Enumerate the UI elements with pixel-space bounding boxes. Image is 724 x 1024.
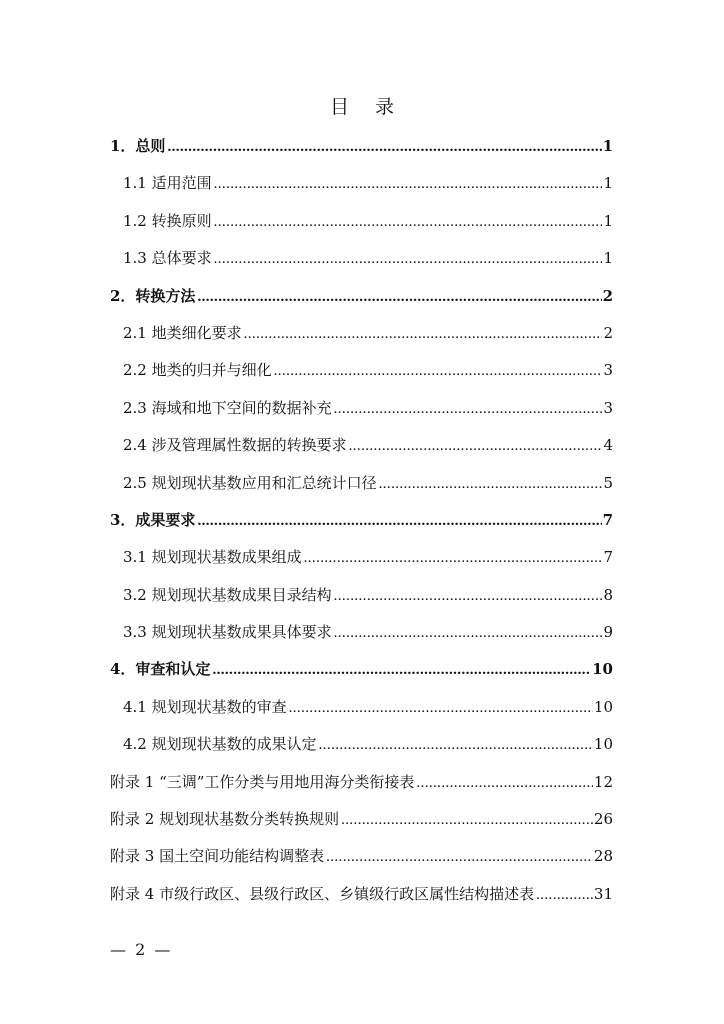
toc-entry-page-number: 2: [603, 323, 613, 342]
toc-entry-page-number: 1: [603, 249, 613, 268]
toc-dot-leader: [167, 129, 601, 166]
toc-entry-page-number: 7: [603, 548, 613, 567]
toc-entry[interactable]: [110, 726, 613, 763]
toc-entry[interactable]: [110, 427, 613, 464]
toc-entry-label: 3．成果要求: [110, 510, 196, 529]
toc-entry-page-number: 26: [593, 810, 613, 829]
toc-entry-label: 2.3 海域和地下空间的数据补充: [123, 398, 332, 417]
toc-entry-label: 4.1 规划现状基数的审查: [123, 697, 287, 716]
toc-dot-leader: [334, 615, 603, 652]
toc-dot-leader: [212, 652, 591, 689]
toc-entry-page-number: 8: [603, 585, 613, 604]
toc-dot-leader: [197, 279, 601, 316]
toc-entry-label: 2.5 规划现状基数应用和汇总统计口径: [123, 473, 377, 492]
toc-entry-page-number: 10: [593, 697, 613, 716]
page-number: — 2 —: [110, 940, 173, 959]
toc-entry-label: 3.2 规划现状基数成果目录结构: [123, 585, 332, 604]
toc-entry[interactable]: [110, 539, 613, 576]
toc-entry-label: 4．审查和认定: [110, 660, 211, 679]
toc-entry-label: 2.4 涉及管理属性数据的转换要求: [123, 436, 347, 455]
toc-entry[interactable]: [110, 352, 613, 389]
toc-entry[interactable]: [110, 838, 613, 875]
toc-entry-page-number: 2: [602, 286, 613, 305]
toc-entry-label: 2.1 地类细化要求: [123, 323, 242, 342]
toc-dot-leader: [416, 765, 592, 802]
toc-dot-leader: [197, 503, 601, 540]
toc-dot-leader: [319, 727, 593, 764]
toc-entry-label: 2．转换方法: [110, 286, 196, 305]
toc-entry-page-number: 7: [602, 510, 613, 529]
toc-entry[interactable]: [110, 240, 613, 277]
toc-entry[interactable]: [110, 315, 613, 352]
toc-entry[interactable]: [110, 278, 613, 315]
toc-entry-label: 附录 2 规划现状基数分类转换规则: [110, 810, 340, 829]
toc-entry-page-number: 31: [593, 884, 613, 903]
toc-dot-leader: [214, 166, 603, 203]
toc-entry[interactable]: [110, 390, 613, 427]
toc-entry-label: 2.2 地类的归并与细化: [123, 361, 272, 380]
toc-entry-page-number: 12: [593, 772, 613, 791]
toc-entry-label: 1.1 适用范围: [123, 174, 212, 193]
toc-entry[interactable]: [110, 203, 613, 240]
toc-entry-label: 1．总则: [110, 137, 166, 155]
toc-entry[interactable]: [110, 689, 613, 726]
toc-dot-leader: [326, 839, 593, 876]
toc-entry-label: 附录 4 市级行政区、县级行政区、乡镇级行政区属性结构描述表: [110, 884, 535, 903]
toc-entry-label: 附录 1 “三调”工作分类与用地用海分类衔接表: [110, 772, 415, 791]
toc-entry[interactable]: [110, 577, 613, 614]
toc-entry-label: 附录 3 国土空间功能结构调整表: [110, 847, 325, 866]
toc-entry-page-number: 3: [603, 398, 613, 417]
toc-entry-label: 3.3 规划现状基数成果具体要求: [123, 623, 332, 642]
toc-entry-page-number: 1: [602, 137, 613, 155]
toc-entry-page-number: 28: [593, 847, 613, 866]
toc-entry[interactable]: [110, 465, 613, 502]
toc-entry[interactable]: [110, 876, 613, 913]
toc-entry-page-number: 9: [603, 623, 613, 642]
toc-entry-page-number: 10: [593, 735, 613, 754]
toc-entry-page-number: 1: [603, 211, 613, 230]
toc-entry-page-number: 3: [603, 361, 613, 380]
toc-entry-label: 1.2 转换原则: [123, 211, 212, 230]
toc-entry[interactable]: [110, 128, 613, 165]
toc-dot-leader: [379, 466, 603, 503]
toc-entry-label: 3.1 规划现状基数成果组成: [123, 548, 302, 567]
toc-entry[interactable]: [110, 651, 613, 688]
toc-dot-leader: [244, 316, 603, 353]
toc-entry[interactable]: [110, 764, 613, 801]
toc-entry-page-number: 10: [592, 660, 613, 679]
toc-entry-page-number: 5: [603, 473, 613, 492]
toc-dot-leader: [214, 204, 603, 241]
toc-entry[interactable]: [110, 801, 613, 838]
toc-entry-label: 4.2 规划现状基数的成果认定: [123, 735, 317, 754]
toc-dot-leader: [304, 540, 603, 577]
toc-dot-leader: [341, 802, 593, 839]
toc-dot-leader: [274, 353, 603, 390]
toc-dot-leader: [334, 578, 603, 615]
toc-entry[interactable]: [110, 165, 613, 202]
toc-dot-leader: [289, 690, 593, 727]
toc-dot-leader: [349, 428, 603, 465]
toc-entry-page-number: 1: [603, 174, 613, 193]
toc-entry-page-number: 4: [603, 436, 613, 455]
toc-entry[interactable]: [110, 502, 613, 539]
toc-entry-label: 1.3 总体要求: [123, 249, 212, 268]
table-of-contents: [110, 128, 613, 913]
toc-dot-leader: [214, 241, 603, 278]
toc-entry[interactable]: [110, 614, 613, 651]
toc-dot-leader: [334, 391, 603, 428]
toc-dot-leader: [536, 877, 593, 914]
toc-title: 目 录: [329, 96, 405, 118]
